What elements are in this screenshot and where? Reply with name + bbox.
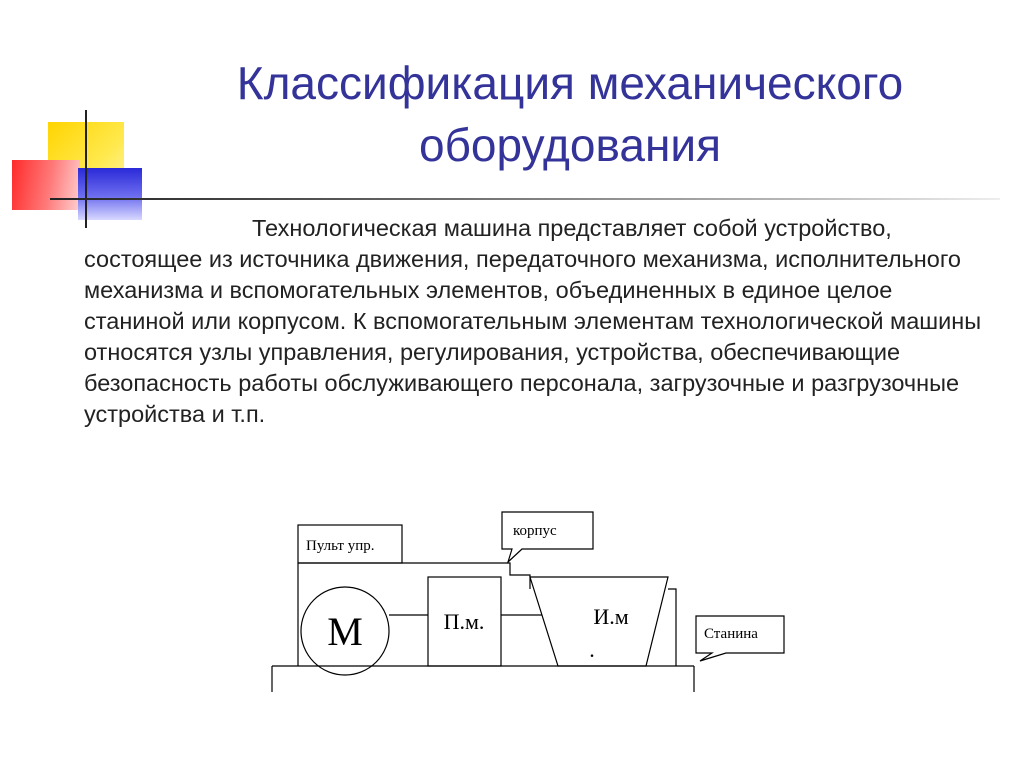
frame-label: Станина xyxy=(704,626,758,642)
body-paragraph-block xyxy=(84,213,984,430)
control-panel-label: Пульт упр. xyxy=(306,538,375,554)
horizontal-decor-line xyxy=(50,198,1000,200)
vertical-decor-line xyxy=(85,110,87,228)
executive-label-line-1: И.м xyxy=(593,604,629,629)
motor-label: М xyxy=(327,609,363,654)
body-paragraph: Технологическая машина представляет собой устройство, состоящее из источника движения, передаточного механизма, исполнительного механизма и вспомогательных элементов, объединенных в единое целое станиной или корпусом. К вспомогательным элементам технологической машины относятся узлы управления, регулирования, устройства, обеспечивающие безопасность работы обслуживающего персонала, загрузочные и разгрузочные устройства и т.п. xyxy=(84,215,982,427)
title-line-2: оборудования xyxy=(419,119,721,171)
machine-diagram xyxy=(268,505,798,695)
title-line-1: Классификация механического xyxy=(236,57,904,109)
transmission-label: П.м. xyxy=(443,609,485,634)
slide-title xyxy=(150,52,990,176)
executive-label-line-2: . xyxy=(589,637,595,662)
red-decor-square xyxy=(12,160,80,210)
housing-label: корпус xyxy=(513,523,557,539)
housing-right-wall xyxy=(668,589,676,666)
